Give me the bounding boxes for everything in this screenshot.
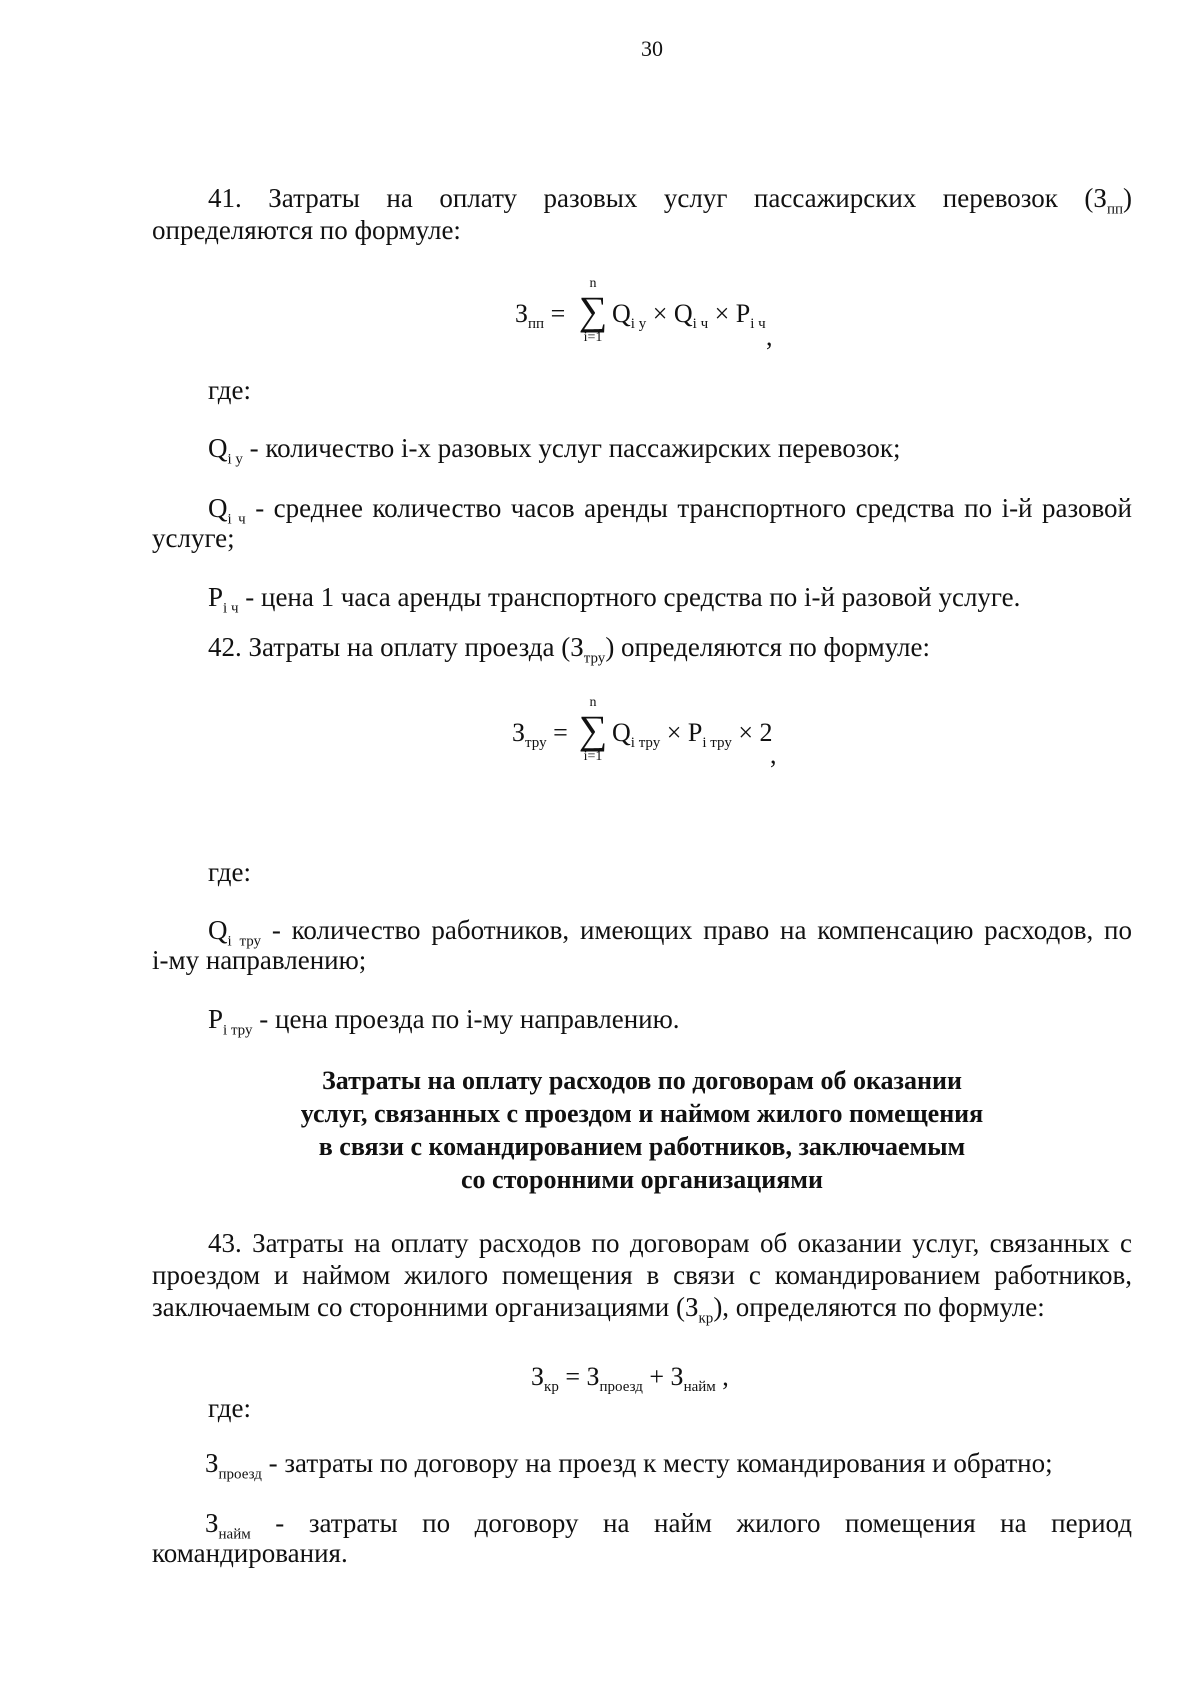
gde-41: где: <box>208 375 251 405</box>
def-z-proezd: $З_{проезд}$ - затраты по договору на проезд к месту командирования и обратно; <box>205 1448 1053 1483</box>
p43-line3: заключаемым со сторонними организациями $(З_{кр})$, определяются по формуле: <box>152 1292 1045 1327</box>
formula-41-comma: , <box>766 322 773 351</box>
def-p-ich: $P_{i ч}$ - цена 1 часа аренды транспортного средства по i-й разовой услуге. <box>208 582 1021 617</box>
def-p-itru: $P_{i тру}$ - цена проезда по i-му направлению. <box>208 1004 680 1039</box>
page-number: 30 <box>641 36 663 61</box>
p41-line1: 41. Затраты на оплату разовых услуг пассажирских перевозок $(З_{пп})$ <box>208 183 1132 218</box>
sum-41: n ∑ i=1 <box>578 276 608 345</box>
def-q-itru: $Q_{i тру}$ - количество работников, имеющих право на компенсацию расходов, по <box>208 915 1132 950</box>
formula-43: $З_{кр} = З_{проезд} + З_{найм}$ , <box>531 1362 729 1396</box>
p43-line1: 43. Затраты на оплату расходов по договорам об оказании услуг, связанных с <box>208 1228 1132 1258</box>
heading-line-2: услуг, связанных с проездом и наймом жилого помещения <box>300 1099 984 1128</box>
def-z-naim: $З_{найм}$ - затраты по договору на найм жилого помещения на период <box>205 1508 1132 1543</box>
def-q-iy: $Q_{i у}$ - количество i-х разовых услуг пассажирских перевозок; <box>208 433 901 468</box>
def-z-naim-cont: командирования. <box>152 1538 348 1568</box>
section-heading <box>152 1064 1132 1196</box>
formula-41-terms: $Q_{i у} \times Q_{i ч} \times P_{i ч}$ <box>612 299 766 333</box>
p43-line2: проездом и наймом жилого помещения в связи с командированием работников, <box>152 1260 1132 1290</box>
def-q-ich-cont: услуге; <box>152 523 235 553</box>
formula-42-comma: , <box>770 740 777 769</box>
formula-42: $З_{тру}$ = <box>512 718 568 752</box>
def-q-itru-cont: i-му направлению; <box>152 945 367 975</box>
gde-43: где: <box>208 1393 251 1423</box>
heading-line-1: Затраты на оплату расходов по договорам об оказании <box>322 1066 962 1095</box>
heading-line-3: в связи с командированием работников, заключаемым <box>318 1132 966 1161</box>
heading-line-4: со сторонними организациями <box>461 1165 823 1194</box>
p42: 42. Затраты на оплату проезда $(З_{тру})$ определяются по формуле: <box>208 632 930 667</box>
p41-line2: определяются по формуле: <box>152 215 461 245</box>
def-q-ich: $Q_{i ч}$ - среднее количество часов аренды транспортного средства по i-й разовой <box>208 493 1132 528</box>
gde-42: где: <box>208 857 251 887</box>
sum-42: n ∑ i=1 <box>578 695 608 764</box>
formula-42-terms: $Q_{i тру} \times P_{i тру} \times 2$ <box>612 718 773 752</box>
formula-41: $З_{пп}$ = <box>515 299 566 333</box>
